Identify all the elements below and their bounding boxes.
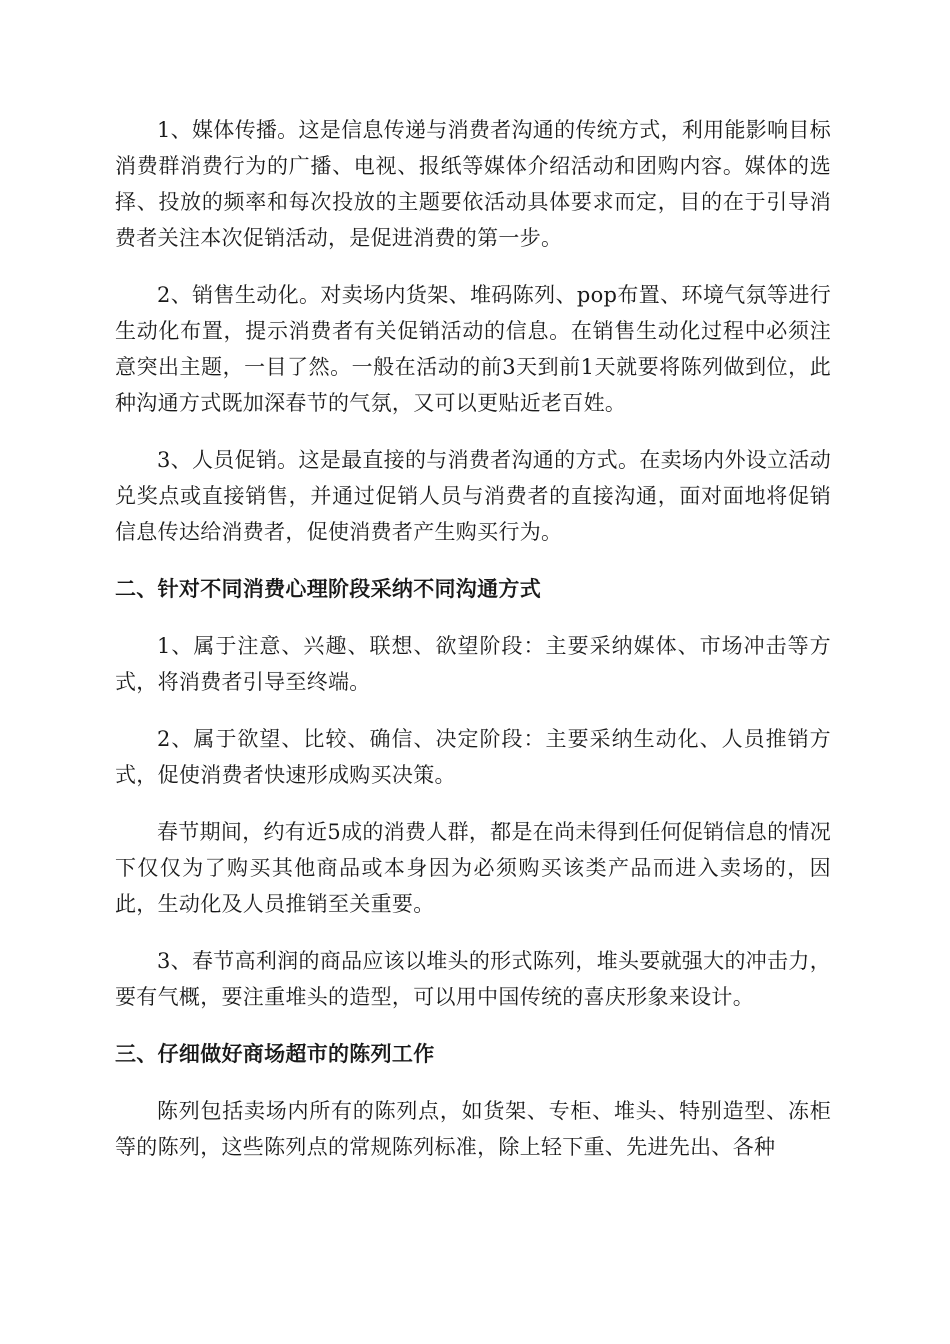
paragraph-stage-attention: 1、属于注意、兴趣、联想、欲望阶段：主要采纳媒体、市场冲击等方式，将消费者引导至终端。 [115,634,831,694]
paragraph-high-profit-display: 3、春节高利润的商品应该以堆头的形式陈列，堆头要就强大的冲击力，要有气概，要注重堆头的造型，可以用中国传统的喜庆形象来设计。 [115,949,831,1009]
section-heading-3: 三、仔细做好商场超市的陈列工作 [115,1041,435,1066]
paragraph-display-points: 陈列包括卖场内所有的陈列点，如货架、专柜、堆头、特别造型、冻柜等的陈列，这些陈列点的常规陈列标准，除上轻下重、先进先出、各种 [115,1099,831,1159]
document-page [115,112,831,1186]
paragraph-spring-festival: 春节期间，约有近5成的消费人群，都是在尚未得到任何促销信息的情况下仅仅为了购买其他商品或本身因为必须购买该类产品而进入卖场的，因此，生动化及人员推销至关重要。 [115,820,831,916]
paragraph-media-communication: 1、媒体传播。这是信息传递与消费者沟通的传统方式，利用能影响目标消费群消费行为的广播、电视、报纸等媒体介绍活动和团购内容。媒体的选择、投放的频率和每次投放的主题要依活动具体要求而定，目的在于引导消费者关注本次促销活动，是促进消费的第一步。 [115,118,831,250]
section-heading-2: 二、针对不同消费心理阶段采纳不同沟通方式 [115,576,541,601]
paragraph-sales-vivification: 2、销售生动化。对卖场内货架、堆码陈列、pop布置、环境气氛等进行生动化布置，提示消费者有关促销活动的信息。在销售生动化过程中必须注意突出主题，一目了然。一般在活动的前3天到前1天就要将陈列做到位，此种沟通方式既加深春节的气氛，又可以更贴近老百姓。 [115,283,831,415]
paragraph-stage-desire: 2、属于欲望、比较、确信、决定阶段：主要采纳生动化、人员推销方式，促使消费者快速形成购买决策。 [115,727,831,787]
paragraph-personnel-promotion: 3、人员促销。这是最直接的与消费者沟通的方式。在卖场内外设立活动兑奖点或直接销售，并通过促销人员与消费者的直接沟通，面对面地将促销信息传达给消费者，促使消费者产生购买行为。 [115,448,831,544]
